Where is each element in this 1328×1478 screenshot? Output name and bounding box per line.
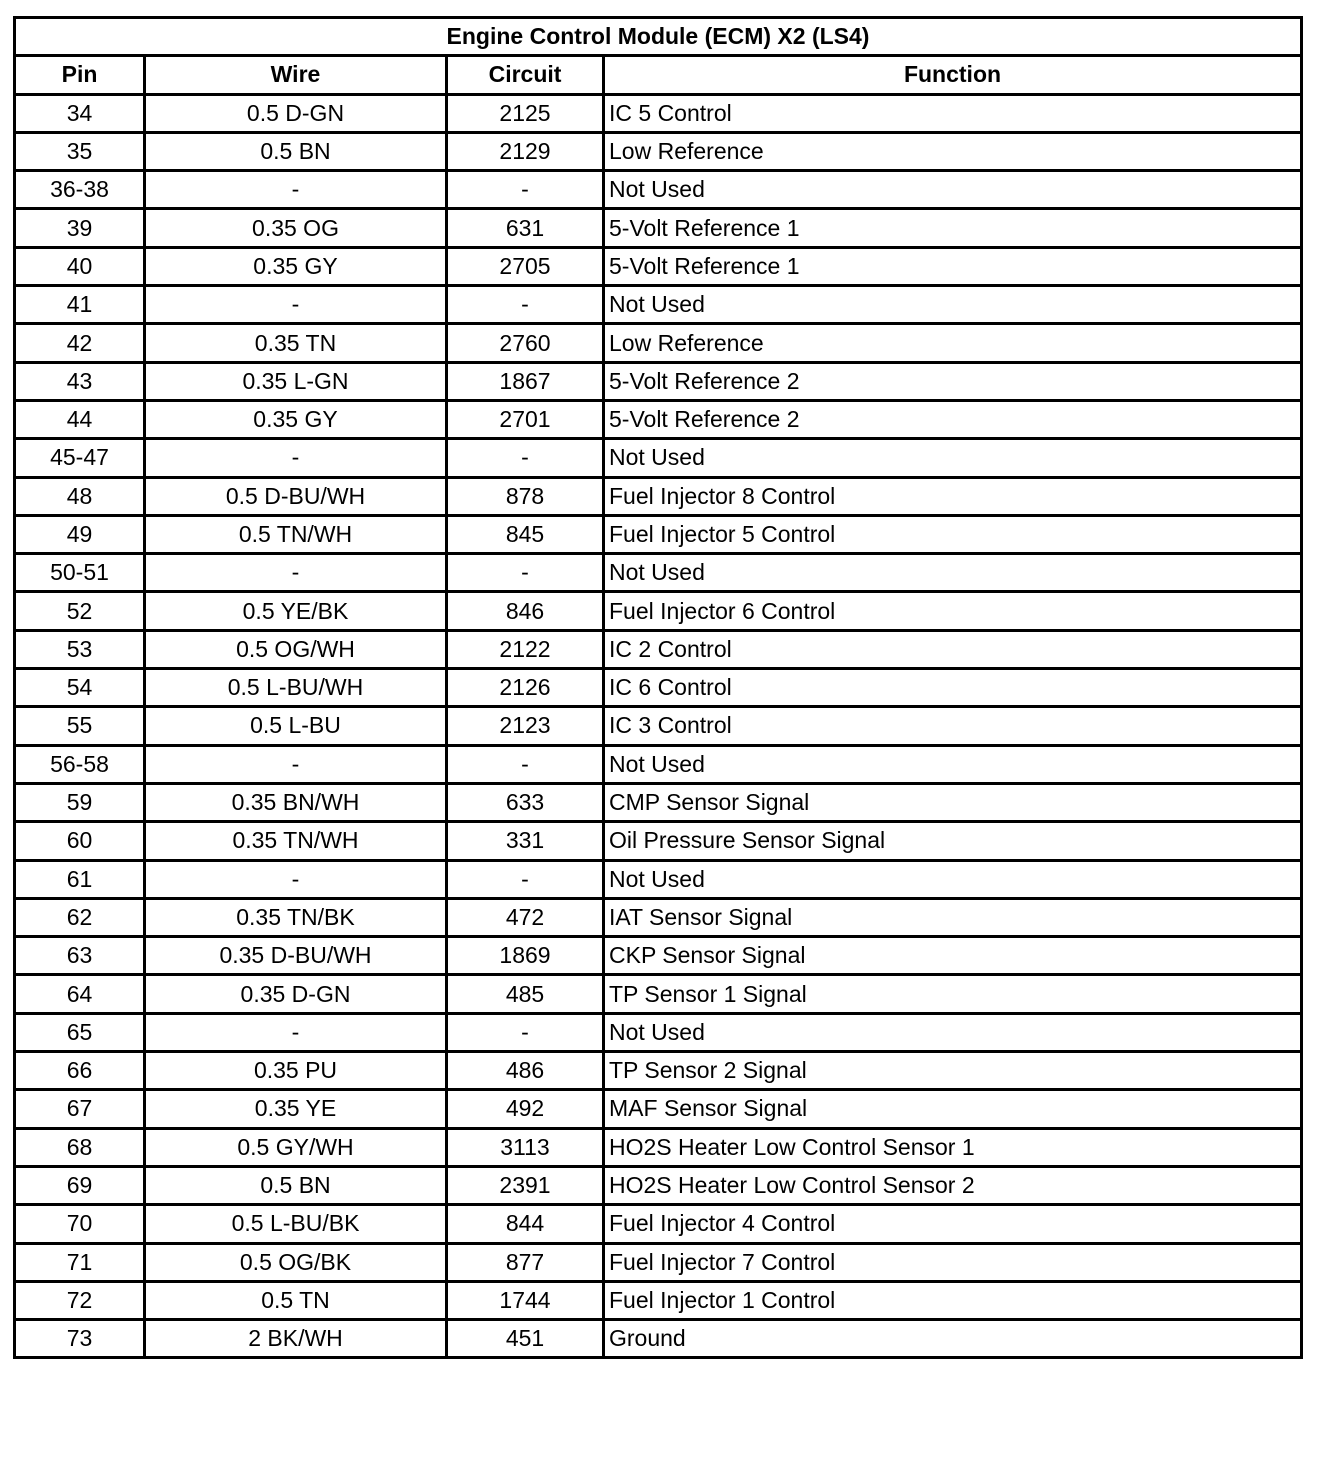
table-row (15, 1166, 1302, 1204)
wire-cell: 0.5 L-BU/BK (145, 1205, 447, 1243)
circuit-cell: 1869 (447, 937, 604, 975)
wire-cell: 0.35 BN/WH (145, 783, 447, 821)
pin-cell: 63 (15, 937, 145, 975)
circuit-cell: 1744 (447, 1281, 604, 1319)
wire-cell: - (145, 171, 447, 209)
pin-cell: 69 (15, 1166, 145, 1204)
pin-cell: 72 (15, 1281, 145, 1319)
function-cell: Not Used (604, 439, 1302, 477)
table-row (15, 209, 1302, 247)
pin-cell: 43 (15, 362, 145, 400)
pin-cell: 40 (15, 247, 145, 285)
table-row (15, 592, 1302, 630)
table-row (15, 937, 1302, 975)
circuit-cell: 631 (447, 209, 604, 247)
table-row (15, 860, 1302, 898)
function-cell: MAF Sensor Signal (604, 1090, 1302, 1128)
function-cell: Fuel Injector 5 Control (604, 515, 1302, 553)
function-cell: IC 3 Control (604, 707, 1302, 745)
circuit-cell: 878 (447, 477, 604, 515)
pin-cell: 41 (15, 286, 145, 324)
function-cell: CKP Sensor Signal (604, 937, 1302, 975)
wire-cell: 0.5 BN (145, 1166, 447, 1204)
pin-cell: 67 (15, 1090, 145, 1128)
wire-cell: 0.5 YE/BK (145, 592, 447, 630)
circuit-cell: 2123 (447, 707, 604, 745)
wire-cell: - (145, 286, 447, 324)
table-row (15, 745, 1302, 783)
wire-cell: 0.5 OG/BK (145, 1243, 447, 1281)
table-row (15, 1320, 1302, 1358)
function-cell: Ground (604, 1320, 1302, 1358)
circuit-cell: 844 (447, 1205, 604, 1243)
function-cell: Not Used (604, 171, 1302, 209)
pin-cell: 52 (15, 592, 145, 630)
function-cell: Not Used (604, 554, 1302, 592)
pin-cell: 71 (15, 1243, 145, 1281)
table-row (15, 975, 1302, 1013)
wire-cell: - (145, 554, 447, 592)
function-cell: Not Used (604, 286, 1302, 324)
pin-cell: 45-47 (15, 439, 145, 477)
wire-cell: 0.5 TN (145, 1281, 447, 1319)
function-cell: IC 2 Control (604, 630, 1302, 668)
table-row (15, 1205, 1302, 1243)
wire-cell: 0.5 GY/WH (145, 1128, 447, 1166)
column-header-pin: Pin (15, 56, 145, 94)
function-cell: HO2S Heater Low Control Sensor 1 (604, 1128, 1302, 1166)
function-cell: Not Used (604, 1013, 1302, 1051)
table-row (15, 707, 1302, 745)
table-row (15, 1013, 1302, 1051)
circuit-cell: - (447, 554, 604, 592)
table-title-row (15, 18, 1302, 56)
table-body (15, 94, 1302, 1358)
pin-cell: 61 (15, 860, 145, 898)
circuit-cell: - (447, 286, 604, 324)
function-cell: Fuel Injector 7 Control (604, 1243, 1302, 1281)
wire-cell: 0.35 YE (145, 1090, 447, 1128)
function-cell: TP Sensor 2 Signal (604, 1052, 1302, 1090)
function-cell: Fuel Injector 8 Control (604, 477, 1302, 515)
table-row (15, 783, 1302, 821)
pin-cell: 53 (15, 630, 145, 668)
table-row (15, 1281, 1302, 1319)
function-cell: Fuel Injector 4 Control (604, 1205, 1302, 1243)
pin-cell: 59 (15, 783, 145, 821)
table-row (15, 247, 1302, 285)
table-row (15, 554, 1302, 592)
pin-cell: 48 (15, 477, 145, 515)
function-cell: IAT Sensor Signal (604, 898, 1302, 936)
wire-cell: 0.35 GY (145, 400, 447, 438)
wire-cell: 0.35 TN/WH (145, 822, 447, 860)
circuit-cell: 846 (447, 592, 604, 630)
pin-cell: 39 (15, 209, 145, 247)
function-cell: Not Used (604, 860, 1302, 898)
table-row (15, 286, 1302, 324)
table-row (15, 1090, 1302, 1128)
circuit-cell: 845 (447, 515, 604, 553)
function-cell: 5-Volt Reference 1 (604, 247, 1302, 285)
function-cell: 5-Volt Reference 2 (604, 362, 1302, 400)
circuit-cell: 633 (447, 783, 604, 821)
wire-cell: 0.5 L-BU (145, 707, 447, 745)
table-row (15, 1052, 1302, 1090)
wire-cell: 0.5 TN/WH (145, 515, 447, 553)
pin-cell: 62 (15, 898, 145, 936)
table-row (15, 362, 1302, 400)
function-cell: 5-Volt Reference 1 (604, 209, 1302, 247)
table-row (15, 324, 1302, 362)
table-title: Engine Control Module (ECM) X2 (LS4) (15, 18, 1302, 56)
table-row (15, 669, 1302, 707)
circuit-cell: 486 (447, 1052, 604, 1090)
circuit-cell: 2760 (447, 324, 604, 362)
table-row (15, 400, 1302, 438)
pin-cell: 73 (15, 1320, 145, 1358)
column-header-circuit: Circuit (447, 56, 604, 94)
function-cell: Fuel Injector 6 Control (604, 592, 1302, 630)
table-row (15, 477, 1302, 515)
circuit-cell: 2705 (447, 247, 604, 285)
circuit-cell: 2391 (447, 1166, 604, 1204)
pin-cell: 42 (15, 324, 145, 362)
circuit-cell: 1867 (447, 362, 604, 400)
circuit-cell: 451 (447, 1320, 604, 1358)
pin-cell: 60 (15, 822, 145, 860)
function-cell: TP Sensor 1 Signal (604, 975, 1302, 1013)
function-cell: IC 5 Control (604, 94, 1302, 132)
function-cell: Low Reference (604, 132, 1302, 170)
wire-cell: 0.5 OG/WH (145, 630, 447, 668)
function-cell: Fuel Injector 1 Control (604, 1281, 1302, 1319)
pin-cell: 49 (15, 515, 145, 553)
wire-cell: 0.35 D-GN (145, 975, 447, 1013)
wire-cell: 0.35 PU (145, 1052, 447, 1090)
circuit-cell: - (447, 1013, 604, 1051)
column-header-wire: Wire (145, 56, 447, 94)
function-cell: Low Reference (604, 324, 1302, 362)
pin-cell: 36-38 (15, 171, 145, 209)
wire-cell: 0.5 L-BU/WH (145, 669, 447, 707)
pin-cell: 44 (15, 400, 145, 438)
table-row (15, 898, 1302, 936)
circuit-cell: 2125 (447, 94, 604, 132)
pin-cell: 68 (15, 1128, 145, 1166)
pin-cell: 50-51 (15, 554, 145, 592)
pin-cell: 65 (15, 1013, 145, 1051)
wire-cell: 2 BK/WH (145, 1320, 447, 1358)
pin-cell: 35 (15, 132, 145, 170)
function-cell: 5-Volt Reference 2 (604, 400, 1302, 438)
wire-cell: 0.35 TN/BK (145, 898, 447, 936)
circuit-cell: - (447, 171, 604, 209)
circuit-cell: 2126 (447, 669, 604, 707)
circuit-cell: 877 (447, 1243, 604, 1281)
pin-cell: 64 (15, 975, 145, 1013)
function-cell: HO2S Heater Low Control Sensor 2 (604, 1166, 1302, 1204)
table-row (15, 630, 1302, 668)
table-row (15, 94, 1302, 132)
wire-cell: 0.35 GY (145, 247, 447, 285)
table-row (15, 132, 1302, 170)
wire-cell: 0.5 BN (145, 132, 447, 170)
wire-cell: 0.35 TN (145, 324, 447, 362)
function-cell: Not Used (604, 745, 1302, 783)
wire-cell: - (145, 745, 447, 783)
table-row (15, 822, 1302, 860)
table-row (15, 1243, 1302, 1281)
column-header-row (15, 56, 1302, 94)
function-cell: Oil Pressure Sensor Signal (604, 822, 1302, 860)
circuit-cell: 2701 (447, 400, 604, 438)
circuit-cell: 492 (447, 1090, 604, 1128)
wire-cell: - (145, 439, 447, 477)
circuit-cell: - (447, 860, 604, 898)
pin-cell: 66 (15, 1052, 145, 1090)
table-row (15, 439, 1302, 477)
pin-cell: 54 (15, 669, 145, 707)
wire-cell: - (145, 860, 447, 898)
circuit-cell: - (447, 439, 604, 477)
wire-cell: 0.5 D-BU/WH (145, 477, 447, 515)
function-cell: CMP Sensor Signal (604, 783, 1302, 821)
pin-cell: 70 (15, 1205, 145, 1243)
wire-cell: 0.35 OG (145, 209, 447, 247)
circuit-cell: 2129 (447, 132, 604, 170)
circuit-cell: 485 (447, 975, 604, 1013)
circuit-cell: 331 (447, 822, 604, 860)
table-row (15, 1128, 1302, 1166)
wire-cell: 0.35 D-BU/WH (145, 937, 447, 975)
connector-pinout-table (13, 16, 1303, 1359)
pin-cell: 55 (15, 707, 145, 745)
pin-cell: 56-58 (15, 745, 145, 783)
circuit-cell: - (447, 745, 604, 783)
table-row (15, 515, 1302, 553)
column-header-function: Function (604, 56, 1302, 94)
function-cell: IC 6 Control (604, 669, 1302, 707)
table-row (15, 171, 1302, 209)
wire-cell: 0.5 D-GN (145, 94, 447, 132)
circuit-cell: 3113 (447, 1128, 604, 1166)
pin-cell: 34 (15, 94, 145, 132)
circuit-cell: 2122 (447, 630, 604, 668)
wire-cell: - (145, 1013, 447, 1051)
circuit-cell: 472 (447, 898, 604, 936)
wire-cell: 0.35 L-GN (145, 362, 447, 400)
